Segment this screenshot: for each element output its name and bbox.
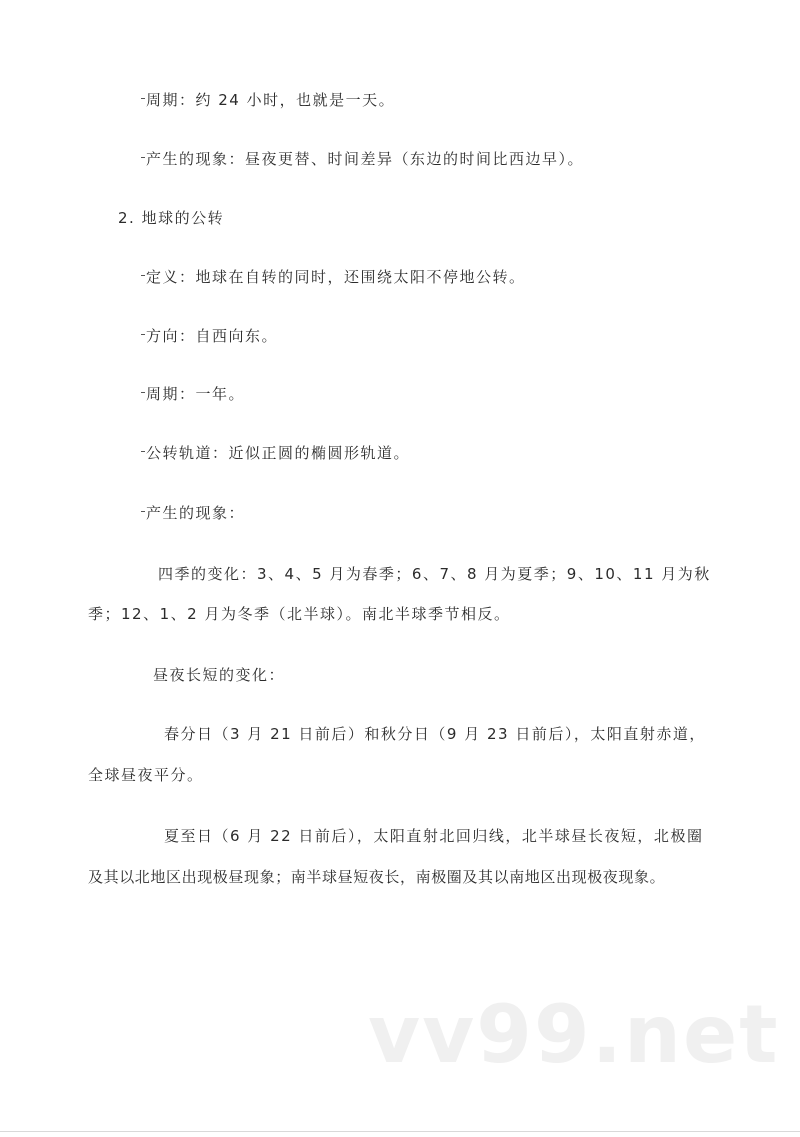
text-line: 产生的现象： xyxy=(141,503,245,523)
text-line: 四季的变化：3、4、5 月为春季；6、7、8 月为夏季；9、10、11 月为秋 xyxy=(158,565,711,583)
text-line: 春分日（3 月 21 日前后）和秋分日（9 月 23 日前后），太阳直射赤道， xyxy=(164,725,706,743)
bullet-mark xyxy=(141,334,145,335)
text-line: 定义：地球在自转的同时，还围绕太阳不停地公转。 xyxy=(141,267,526,287)
text-line: 产生的现象：昼夜更替、时间差异（东边的时间比西边早）。 xyxy=(141,149,584,169)
bullet-mark xyxy=(141,157,145,158)
text-line: 周期：约 24 小时，也就是一天。 xyxy=(141,90,395,110)
text-line: 公转轨道：近似正圆的椭圆形轨道。 xyxy=(141,443,410,463)
watermark: vv99.net xyxy=(368,988,780,1081)
bullet-mark xyxy=(141,98,145,99)
bullet-mark xyxy=(141,451,145,452)
text-line: 夏至日（6 月 22 日前后），太阳直射北回归线，北半球昼长夜短，北极圈 xyxy=(164,827,704,845)
text-line: 昼夜长短的变化： xyxy=(153,666,286,684)
bullet-mark xyxy=(141,275,145,276)
page-bottom-divider xyxy=(0,1131,800,1132)
text-line: 及其以北地区出现极昼现象；南半球昼短夜长，南极圈及其以南地区出现极夜现象。 xyxy=(88,868,666,886)
text-line: 方向：自西向东。 xyxy=(141,326,278,346)
text-line: 周期：一年。 xyxy=(141,384,245,404)
text-line: 季；12、1、2 月为冬季（北半球）。南北半球季节相反。 xyxy=(88,605,511,623)
bullet-mark xyxy=(141,511,145,512)
text-line: 全球昼夜平分。 xyxy=(88,766,204,784)
bullet-mark xyxy=(141,392,145,393)
section-heading: 2. 地球的公转 xyxy=(118,209,225,227)
